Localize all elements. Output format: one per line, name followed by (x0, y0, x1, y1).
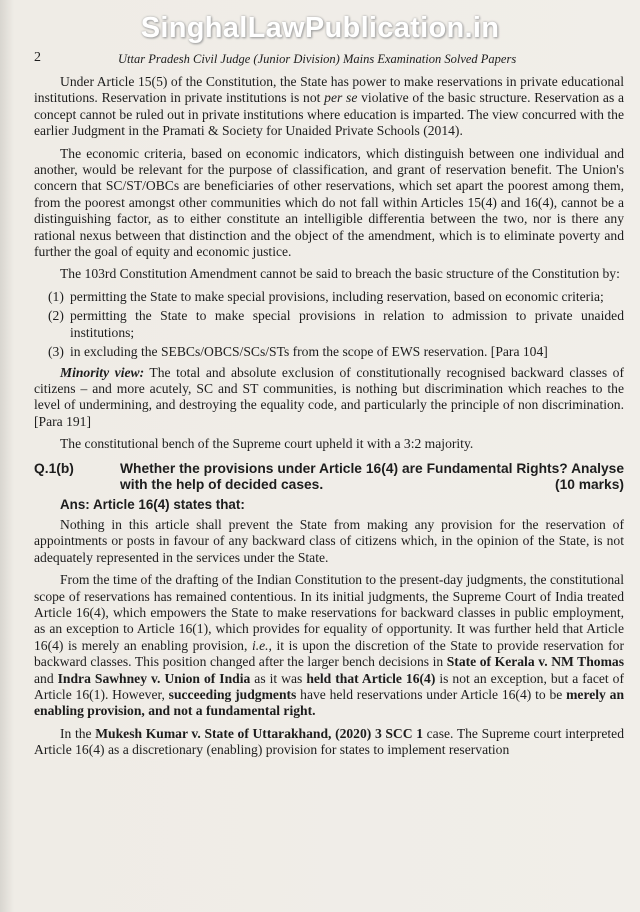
question-marks: (10 marks) (554, 477, 624, 493)
page-number: 2 (34, 50, 41, 65)
case-name: Indra Sawhney v. Union of India (57, 670, 251, 686)
list-item: (2) permitting the State to make special provisions in relation to admission to private unaided institutions; (48, 308, 624, 340)
paragraph-conclusion: The constitutional bench of the Supreme court upheld it with a 3:2 majority. (60, 436, 474, 452)
case-name: Mukesh Kumar v. State of Uttarakhand, (2020) 3 SCC 1 (95, 725, 424, 741)
page-content (34, 74, 624, 765)
list-item: (3) in excluding the SEBCs/OBCS/SCs/STs from the scope of EWS reservation. [Para 104] (48, 344, 548, 360)
paragraph-economic-criteria: The economic criteria, based on economic indicators, which distinguish between one individual and another, would be relevant for the purpose of classification, and grant of reservation benefit. The Union's concern that SC/ST/OBCs are beneficiaries of other reservations, which set apart the poorest among them, from the poorest amongst other communities which do not fall within Articles 15(4) and 16(4), cannot be a distinguishing factor, as to either constitute an intelligible differentia between the two, nor is there any rational nexus between that distinction and the object of the amendment, which is to eliminate poverty and further the goal of equity and economic justice. (34, 145, 624, 260)
paragraph-mukesh-kumar: In the Mukesh Kumar v. State of Uttarakhand, (2020) 3 SCC 1 case. The Supreme court interpreted Article 16(4) as a discretionary (enabling) provision for states to implement reservation (34, 725, 625, 758)
running-title: Uttar Pradesh Civil Judge (Junior Division) Mains Examination Solved Papers (118, 52, 517, 66)
paragraph-minority-view: Minority view: The total and absolute exclusion of constitutionally recognised backward classes of citizens – and more acutely, SC and ST communities, is nothing but discrimination which reaches to the level of undermining, and destroying the equality code, and particularly the principle of non discrimination. [Para 191] (34, 364, 624, 429)
paragraph-reservation-history: From the time of the drafting of the Indian Constitution to the present-day judgments, the constitutional scope of reservations has remained contentious. In its initial judgments, the Supreme Court of India treated Article 16(4), which empowers the State to make reservations for backward classes in public employment, as an exception to Article 16(1), which provides for equality of opportunity. It was further held that Article 16(4) is merely an enabling provision, i.e., it is upon the discretion of the State to provide reservation for backward classes. This position changed after the larger bench decisions in State of Kerala v. NM Thomas and Indra Sawhney v. Union of India as it was held that Article 16(4) is not an exception, but a facet of Article 16(1). However, succeeding judgments have held reservations under Article 16(4) to be merely an enabling provision, and not a fundamental right. (34, 572, 625, 719)
list-item: (1) permitting the State to make special provisions, including reservation, based on economic criteria; (48, 288, 604, 304)
amendment-list (48, 289, 624, 361)
case-name: State of Kerala v. NM Thomas (446, 654, 624, 670)
question-text: Whether the provisions under Article 16(4) are Fundamental Rights? Analyse with the help of decided cases. (120, 460, 624, 493)
watermark: SinghalLawPublication.in (140, 12, 500, 44)
answer-heading: Ans: Article 16(4) states that: (60, 496, 245, 512)
question-label: Q.1(b) (34, 460, 74, 476)
paragraph-article-16-4-text: Nothing in this article shall prevent the State from making any provision for the reservation of appointments or posts in favour of any backward class of citizens which, in the opinion of the State, is not adequately represented in the services under the State. (34, 516, 624, 565)
paragraph-103rd-amendment: The 103rd Constitution Amendment cannot be said to breach the basic structure of the Constitution by: (60, 266, 620, 282)
paragraph-article-15-5: Under Article 15(5) of the Constitution, the State has power to make reservations in private educational institutions. Reservation in private institutions is not per se violative of the basic structure. Reservation as a concept cannot be ruled out in private institutions where education is imparted. The view concurred with the earlier Judgment in the Pramati & Society for Unaided Private Schools (2014). (34, 74, 625, 139)
question-heading (34, 461, 624, 494)
